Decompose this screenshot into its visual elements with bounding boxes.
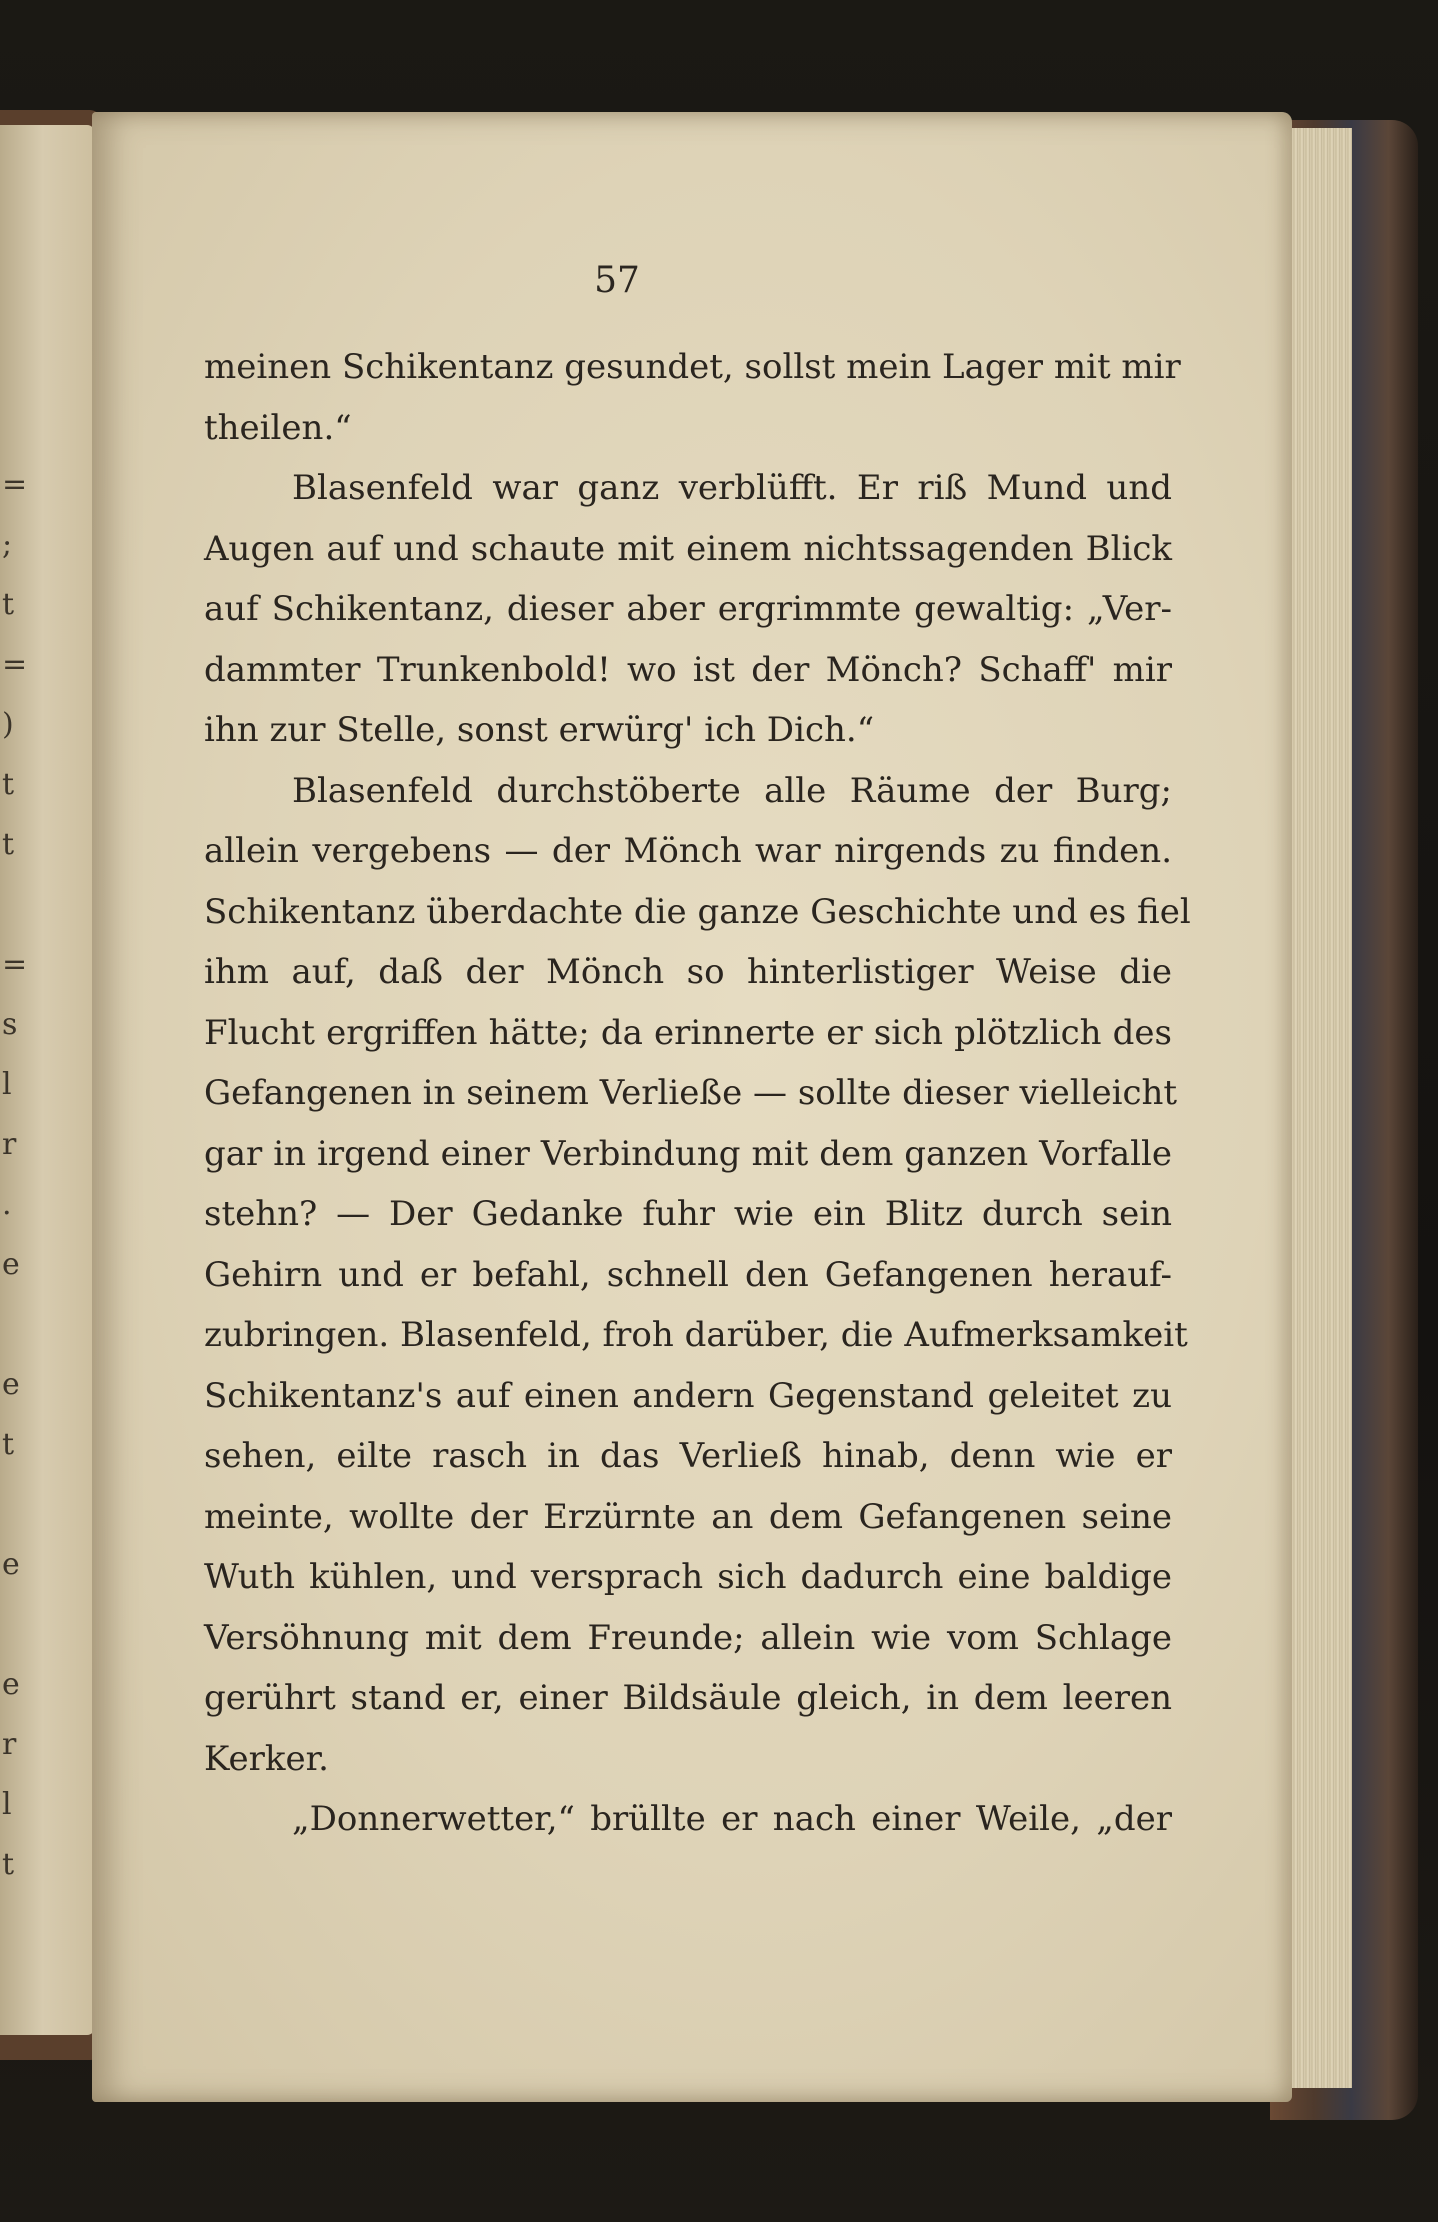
text-line: stehn? — Der Gedanke fuhr wie ein Blitz durch sein	[204, 1194, 1172, 1234]
previous-page-glyph: e	[2, 1247, 20, 1282]
previous-page-glyph: t	[2, 1847, 15, 1882]
previous-page-glyph	[2, 1595, 32, 1655]
previous-page-glyph: .	[2, 1187, 12, 1222]
text-line: meinte, wollte der Erzürnte an dem Gefangenen seine	[204, 1496, 1172, 1537]
previous-page-glyph: r	[2, 1127, 17, 1162]
text-line: allein vergebens — der Mönch war nirgends zu finden.	[204, 831, 1172, 871]
text-line: sehen, eilte rasch in das Verließ hinab, denn wie er	[204, 1436, 1172, 1476]
previous-page-glyph: t	[2, 587, 15, 622]
previous-page-glyph: t	[2, 767, 15, 802]
previous-page-glyph: e	[2, 1367, 20, 1402]
previous-page-glyph: e	[2, 1547, 20, 1582]
text-line: Schikentanz's auf einen andern Gegenstand geleitet zu	[204, 1375, 1172, 1416]
text-line: gar in irgend einer Verbindung mit dem ganzen Vorfalle	[204, 1133, 1172, 1174]
text-line: Versöhnung mit dem Freunde; allein wie vom Schlage	[204, 1617, 1172, 1658]
text-line: Augen auf und schaute mit einem nichtssagenden Blick	[204, 528, 1172, 569]
page-number: 57	[594, 260, 640, 301]
text-line: auf Schikentanz, dieser aber ergrimmte gewaltig: „Ver-	[204, 589, 1172, 629]
previous-page-glyph: t	[2, 1427, 15, 1462]
previous-page-glyph: s	[2, 1007, 18, 1042]
text-line: zubringen. Blasenfeld, froh darüber, die Aufmerksamkeit	[204, 1315, 1188, 1355]
previous-page-glyph: r	[2, 1727, 17, 1762]
text-line: Schikentanz überdachte die ganze Geschichte und es fiel	[204, 891, 1191, 932]
previous-page-edge	[0, 125, 95, 2035]
previous-page-glyph: ;	[2, 527, 13, 562]
previous-page-glyph: t	[2, 827, 15, 862]
page-text	[204, 337, 1191, 1850]
text-line: Gehirn und er befahl, schnell den Gefangenen herauf-	[204, 1254, 1172, 1295]
text-line: Wuth kühlen, und versprach sich dadurch eine baldige	[204, 1557, 1172, 1597]
previous-page-glyph	[2, 1295, 32, 1355]
text-line: ihn zur Stelle, sonst erwürg' ich Dich.“	[204, 710, 875, 750]
text-line: ihm auf, daß der Mönch so hinterlistiger Weise die	[204, 952, 1172, 992]
text-line: Flucht ergriffen hätte; da erinnerte er sich plötzlich des	[204, 1012, 1172, 1053]
previous-page-glyph: )	[2, 707, 14, 742]
text-line: Kerker.	[204, 1738, 329, 1779]
previous-page-glyph: =	[2, 647, 28, 682]
previous-page-glyph	[2, 1475, 32, 1535]
text-line: dammter Trunkenbold! wo ist der Mönch? Schaff' mir	[204, 649, 1172, 690]
previous-page-glyph: l	[2, 1067, 12, 1102]
text-line: Blasenfeld war ganz verblüfft. Er riß Mund und	[292, 468, 1172, 508]
book-page	[92, 112, 1292, 2102]
previous-page-glyph: =	[2, 467, 28, 502]
text-line: „Donnerwetter,“ brüllte er nach einer Weile, „der	[292, 1799, 1172, 1839]
text-line: Blasenfeld durchstöberte alle Räume der Burg;	[292, 770, 1172, 811]
previous-page-glyph: l	[2, 1787, 12, 1822]
previous-page-glyphs	[2, 455, 32, 1895]
previous-page-glyph: =	[2, 947, 28, 982]
previous-page-glyph	[2, 875, 32, 935]
text-line: meinen Schikentanz gesundet, sollst mein Lager mit mir	[204, 347, 1181, 387]
text-line: theilen.“	[204, 407, 352, 448]
previous-page-glyph: e	[2, 1667, 20, 1702]
text-line: Gefangenen in seinem Verließe — sollte dieser vielleicht	[204, 1073, 1178, 1113]
text-line: gerührt stand er, einer Bildsäule gleich, in dem leeren	[204, 1678, 1172, 1718]
